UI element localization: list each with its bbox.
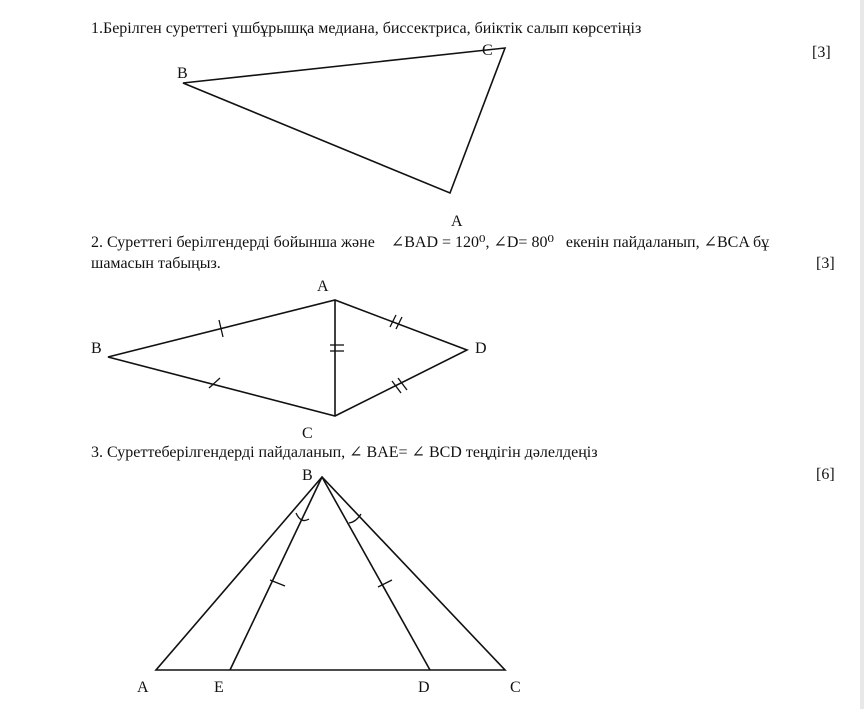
fig2-label-a: A: [317, 278, 329, 295]
fig3-label-a: A: [137, 679, 149, 696]
task2-score: [3]: [816, 255, 835, 272]
quadrilateral-abdc: [108, 300, 467, 416]
fig2-label-b: B: [91, 340, 102, 357]
fig3-label-d: D: [418, 679, 430, 696]
task2-angle-values: ∠BAD = 120⁰, ∠D= 80⁰: [390, 234, 554, 251]
figure1-triangle: [177, 42, 505, 230]
fig3-label-c: C: [510, 679, 521, 696]
triangle-abc: [183, 48, 505, 193]
task1-score: [3]: [812, 44, 831, 61]
figure2-quadrilateral: [91, 278, 487, 442]
fig1-label-a: A: [451, 213, 463, 230]
fig3-label-e: E: [214, 679, 224, 696]
fig3-label-b: B: [302, 467, 313, 484]
page-edge-shadow: [860, 0, 864, 709]
task1-text: 1.Берілген суреттегі үшбұрышқа медиана, биссектриса, биіктік салып көрсетіңіз: [91, 20, 642, 37]
task2-text-part2: екенін пайдаланып, ∠BCA бұ: [565, 234, 770, 251]
task2-text-part1: 2. Суреттегі берілгендерді бойынша және: [91, 234, 375, 251]
task2-text-line2: шамасын табыңыз.: [91, 255, 221, 272]
task3-text: 3. Суреттеберілгендерді пайдаланып, ∠ BAE= ∠ BCD теңдігін дәлелдеңіз: [91, 444, 598, 461]
fig1-label-c: C: [482, 42, 493, 59]
triangle-abc-large: [156, 477, 505, 670]
segment-be: [230, 477, 322, 670]
fig2-label-c: C: [302, 425, 313, 442]
fig2-label-d: D: [475, 340, 487, 357]
figure3-triangle: [137, 467, 521, 696]
task3-score: [6]: [816, 466, 835, 483]
fig1-label-b: B: [177, 65, 188, 82]
